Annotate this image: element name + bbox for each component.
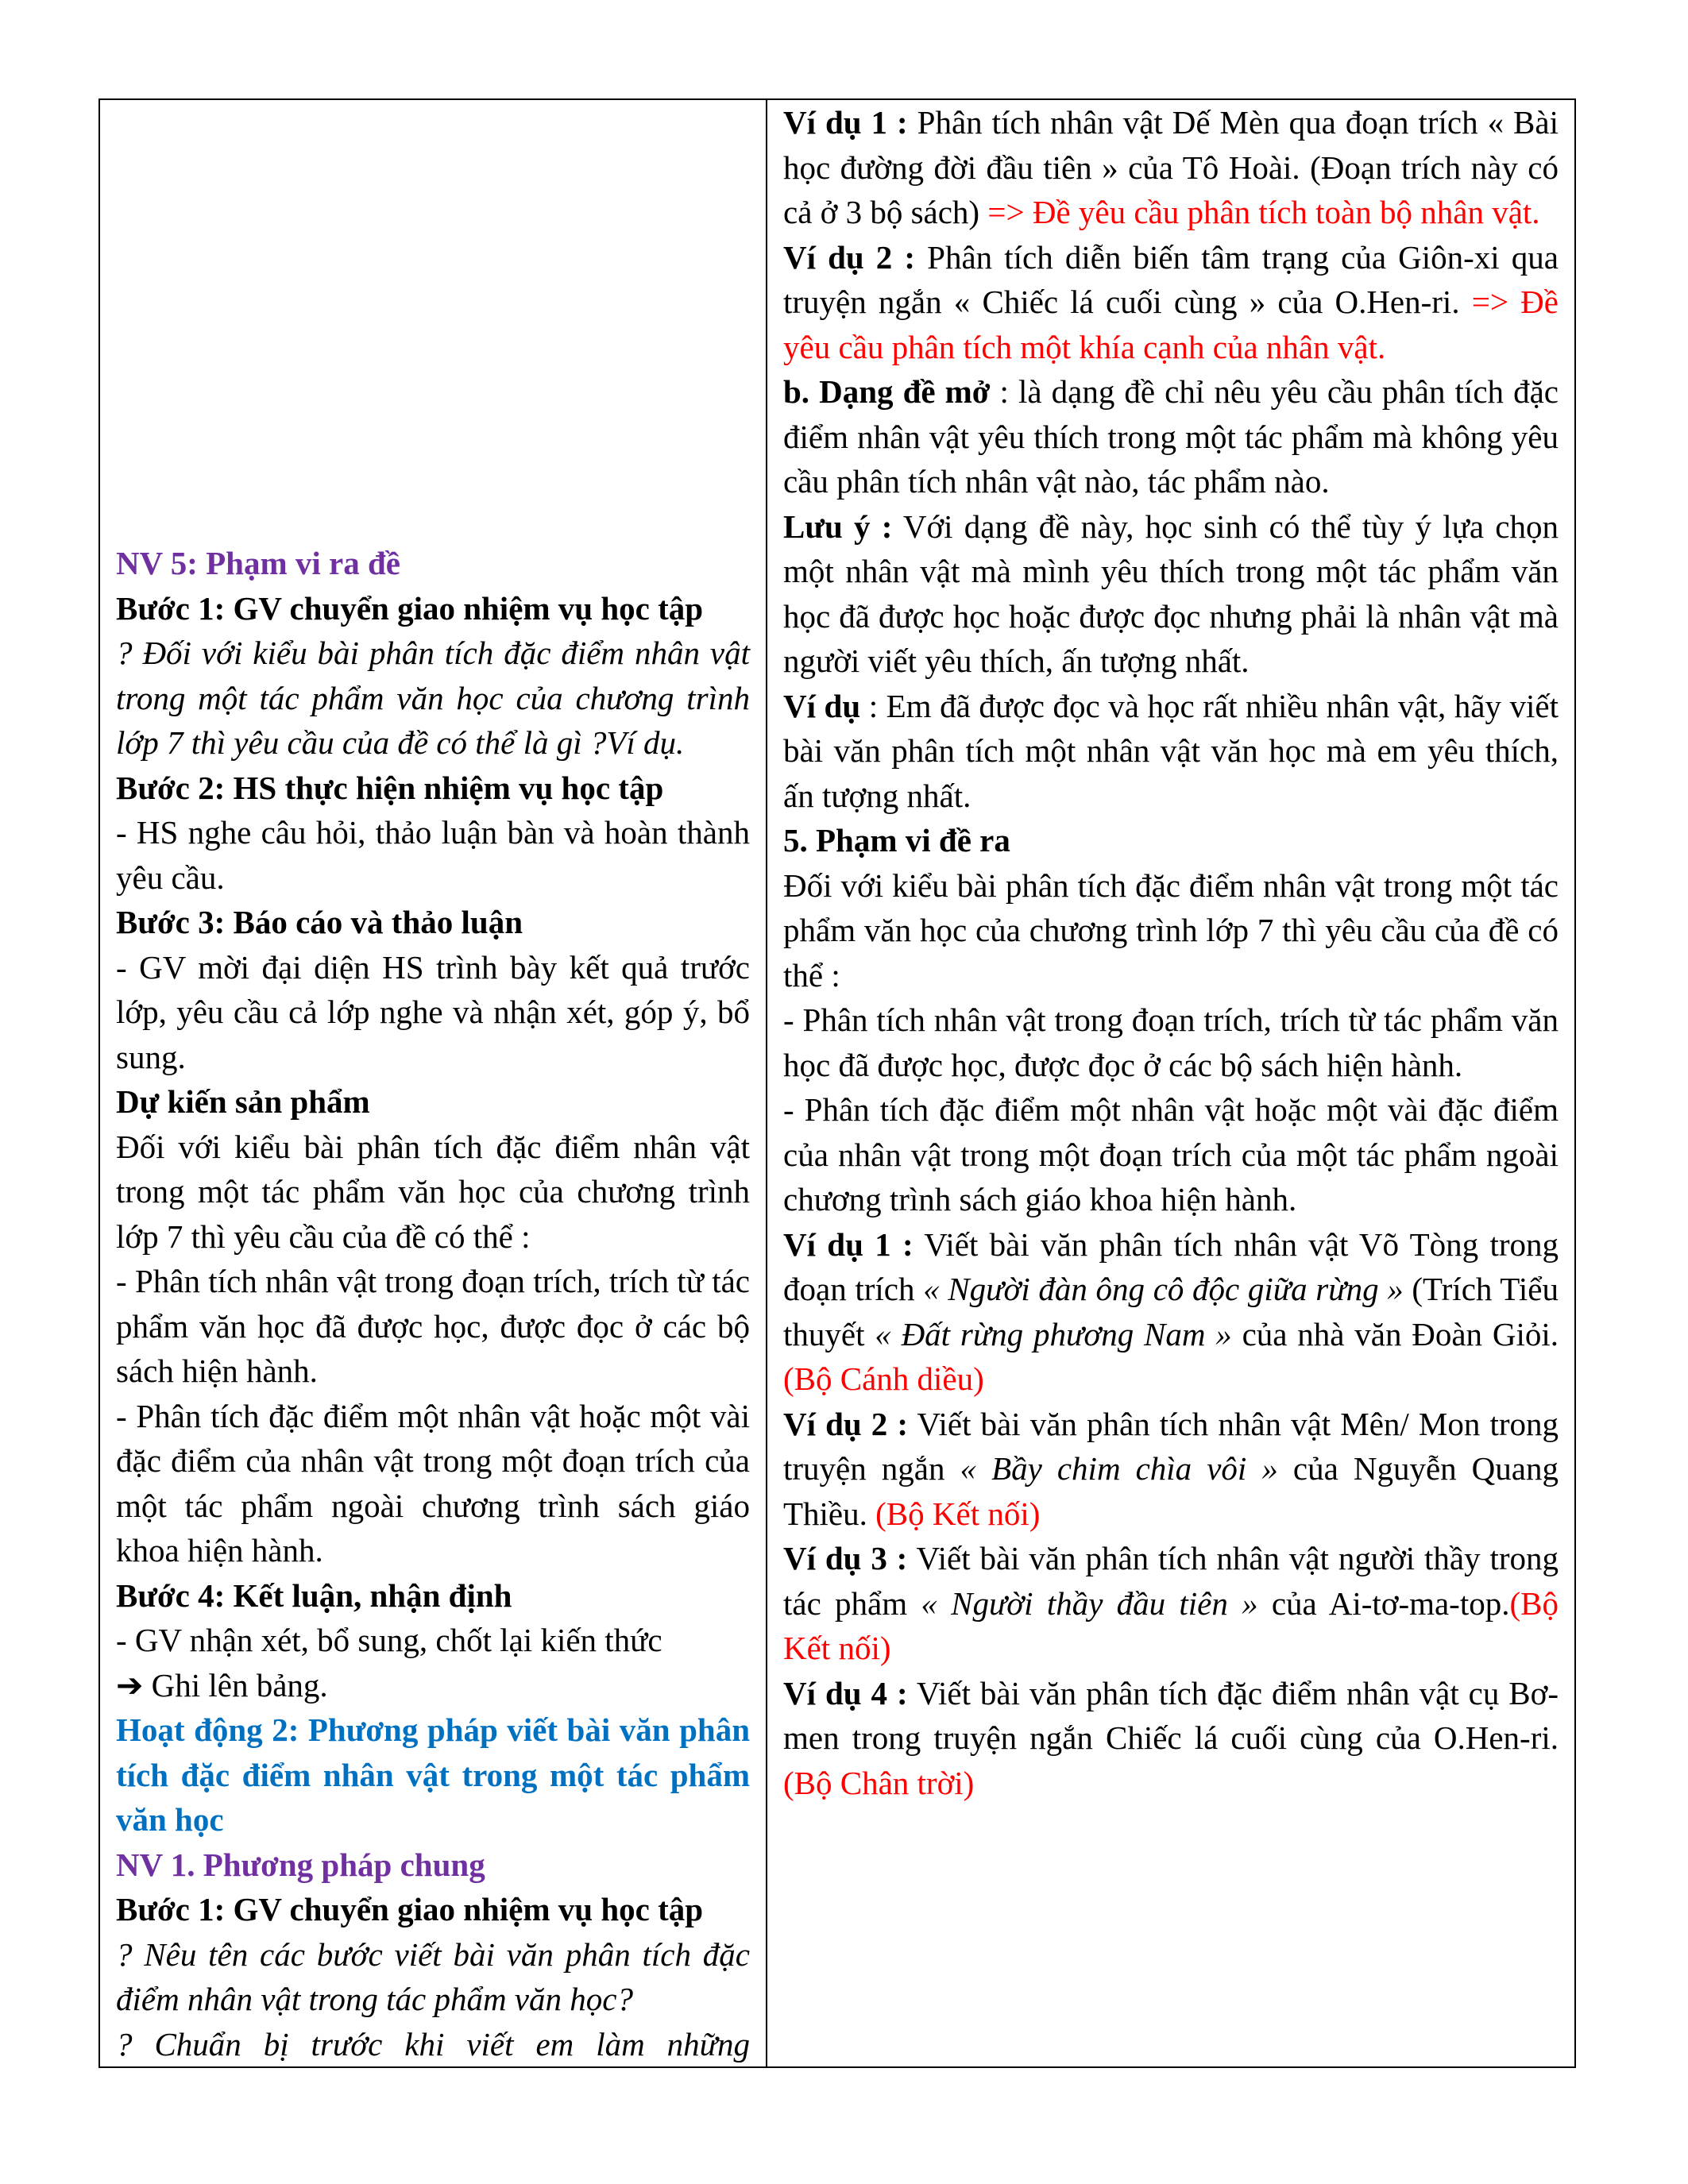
scope-example-4-text: Viết bài văn phân tích đặc điểm nhân vật cụ Bơ-men trong truyện ngắn Chiếc lá cuối cùng của O.Hen-ri. <box>783 1674 1559 1756</box>
example-paragraph <box>783 684 1559 819</box>
nv5-heading: NV 5: Phạm vi ra đề <box>116 545 400 581</box>
scope-example-2-text-b: của Nguyễn Quang Thiều. <box>783 1450 1559 1532</box>
scope-example-2-source: (Bộ Kết nối) <box>875 1495 1041 1532</box>
right-column <box>767 100 1574 2066</box>
scope-example-3 <box>783 1536 1559 1671</box>
scope-example-1-label: Ví dụ 1 : <box>783 1225 914 1263</box>
left-column <box>100 100 767 2066</box>
expected-product-text: Đối với kiểu bài phân tích đặc điểm nhân vật trong một tác phẩm văn học của chương trình lớp 7 thì yêu cầu của đề có thể : <box>116 1128 750 1255</box>
step2-heading: Bước 2: HS thực hiện nhiệm vụ học tập <box>116 769 664 806</box>
open-form-text: : là dạng đề chỉ nêu yêu cầu phân tích đặc điểm nhân vật yêu thích trong một tác phẩm mà không yêu cầu phân tích nhân vật nào, tác phẩm nào. <box>783 373 1559 500</box>
content-table <box>98 98 1576 2068</box>
scope-example-1-title-a: « Người đàn ông cô độc giữa rừng » <box>923 1271 1404 1307</box>
scope-example-1-text-c: của nhà văn Đoàn Giỏi. <box>1231 1315 1559 1352</box>
scope-example-3-source: (Bộ Kết nối) <box>783 1584 1559 1666</box>
open-form-paragraph <box>783 369 1559 504</box>
nv1-question-1: ? Nêu tên các bước viết bài văn phân tích đặc điểm nhân vật trong tác phẩm văn học? <box>116 1935 750 2017</box>
scope-example-1 <box>783 1222 1559 1402</box>
scope-example-1-text-b: (Trích Tiểu thuyết <box>783 1271 1559 1352</box>
note-paragraph <box>783 504 1559 684</box>
expected-product-heading: Dự kiến sản phẩm <box>116 1083 370 1120</box>
nv1-question-2: ? Chuẩn bị trước khi viết em làm những <box>116 2025 750 2062</box>
example-2-text: Phân tích diễn biến tâm trạng của Giôn-xi qua truyện ngắn « Chiếc lá cuối cùng » của O.Hen-ri. <box>783 238 1559 320</box>
step4-heading: Bước 4: Kết luận, nhận định <box>116 1576 512 1614</box>
example-1-text: Phân tích nhân vật Dế Mèn qua đoạn trích « Bài học đường đời đầu tiên » của Tô Hoài. (Đoạn trích này có cả ở 3 bộ sách) <box>783 104 1559 230</box>
scope-example-4-source: (Bộ Chân trời) <box>783 1764 975 1801</box>
note-text: Với dạng đề này, học sinh có thể tùy ý lựa chọn một nhân vật mà mình yêu thích trong một tác phẩm văn học đã được học hoặc được đọc nhưng phải là nhân vật mà người viết yêu thích, ấn tượng nhất. <box>783 507 1559 679</box>
expected-product-item-2: - Phân tích đặc điểm một nhân vật hoặc một vài đặc điểm của nhân vật trong một đoạn trích của một tác phẩm ngoài chương trình sách giáo khoa hiện hành. <box>116 1397 750 1569</box>
example-label: Ví dụ <box>783 687 861 724</box>
nv1-step1-heading: Bước 1: GV chuyển giao nhiệm vụ học tập <box>116 1891 704 1927</box>
open-form-label: b. Dạng đề mở <box>783 373 991 410</box>
scope-example-4 <box>783 1671 1559 1806</box>
section-5-item-2: - Phân tích đặc điểm một nhân vật hoặc một vài đặc điểm của nhân vật trong một đoạn trích của một tác phẩm ngoài chương trình sách giáo khoa hiện hành. <box>783 1091 1559 1217</box>
scope-example-3-text-b: của Ai-tơ-ma-top. <box>1257 1584 1510 1622</box>
step1-heading: Bước 1: GV chuyển giao nhiệm vụ học tập <box>116 589 704 627</box>
section-5-item-1: - Phân tích nhân vật trong đoạn trích, trích từ tác phẩm văn học đã được học, được đọc ở các bộ sách hiện hành. <box>783 1001 1559 1083</box>
scope-example-3-text-a: Viết bài văn phân tích nhân vật người thầy trong tác phẩm <box>783 1540 1559 1622</box>
example-2-paragraph <box>783 235 1559 370</box>
scope-example-3-label: Ví dụ 3 : <box>783 1540 908 1576</box>
step1-question: ? Đối với kiểu bài phân tích đặc điểm nhân vật trong một tác phẩm văn học của chương trình lớp 7 thì yêu cầu của đề có thể là gì ?Ví dụ. <box>116 635 750 761</box>
section-5-text: Đối với kiểu bài phân tích đặc điểm nhân vật trong một tác phẩm văn học của chương trình lớp 7 thì yêu cầu của đề có thể : <box>783 866 1559 994</box>
example-1-label: Ví dụ 1 : <box>783 104 908 141</box>
activity2-heading: Hoạt động 2: Phương pháp viết bài văn phân tích đặc điểm nhân vật trong một tác phẩm văn học <box>116 1711 750 1838</box>
example-1-paragraph <box>783 100 1559 235</box>
arrow-right-icon: ➔ <box>116 1666 144 1704</box>
step2-text: - HS nghe câu hỏi, thảo luận bàn và hoàn thành yêu cầu. <box>116 814 750 896</box>
step4-text-main: - GV nhận xét, bổ sung, chốt lại kiến thức <box>116 1622 662 1658</box>
scope-example-2 <box>783 1402 1559 1537</box>
example-1-note: => Đề yêu cầu phân tích toàn bộ nhân vật. <box>987 194 1540 230</box>
expected-product-item-1: - Phân tích nhân vật trong đoạn trích, trích từ tác phẩm văn học đã được học, được đọc ở các bộ sách hiện hành. <box>116 1263 750 1389</box>
nv1-heading: NV 1. Phương pháp chung <box>116 1846 485 1883</box>
scope-example-1-source: (Bộ Cánh diều) <box>783 1360 984 1397</box>
example-text: : Em đã được đọc và học rất nhiều nhân vật, hãy viết bài văn phân tích một nhân vật văn học mà em yêu thích, ấn tượng nhất. <box>783 687 1559 814</box>
example-2-note: => Đề yêu cầu phân tích một khía cạnh của nhân vật. <box>783 284 1559 365</box>
step4-text <box>116 1618 750 1707</box>
scope-example-1-text-a: Viết bài văn phân tích nhân vật Võ Tòng trong đoạn trích <box>783 1225 1559 1307</box>
note-label: Lưu ý : <box>783 507 893 545</box>
example-2-label: Ví dụ 2 : <box>783 238 916 276</box>
step3-text: - GV mời đại diện HS trình bày kết quả trước lớp, yêu cầu cả lớp nghe và nhận xét, góp ý, bổ sung. <box>116 948 750 1075</box>
scope-example-3-title: « Người thầy đầu tiên » <box>921 1584 1258 1622</box>
scope-example-4-label: Ví dụ 4 : <box>783 1674 908 1711</box>
section-5-heading: 5. Phạm vi đề ra <box>783 822 1010 859</box>
scope-example-2-label: Ví dụ 2 : <box>783 1405 908 1442</box>
scope-example-2-title: « Bầy chim chìa vôi » <box>960 1450 1278 1487</box>
scope-example-1-title-b: « Đất rừng phương Nam » <box>875 1315 1232 1352</box>
step3-heading: Bước 3: Báo cáo và thảo luận <box>116 904 523 940</box>
scope-example-2-text-a: Viết bài văn phân tích nhân vật Mên/ Mon trong truyện ngắn <box>783 1405 1559 1487</box>
step4-arrow-text: Ghi lên bảng. <box>143 1666 328 1704</box>
